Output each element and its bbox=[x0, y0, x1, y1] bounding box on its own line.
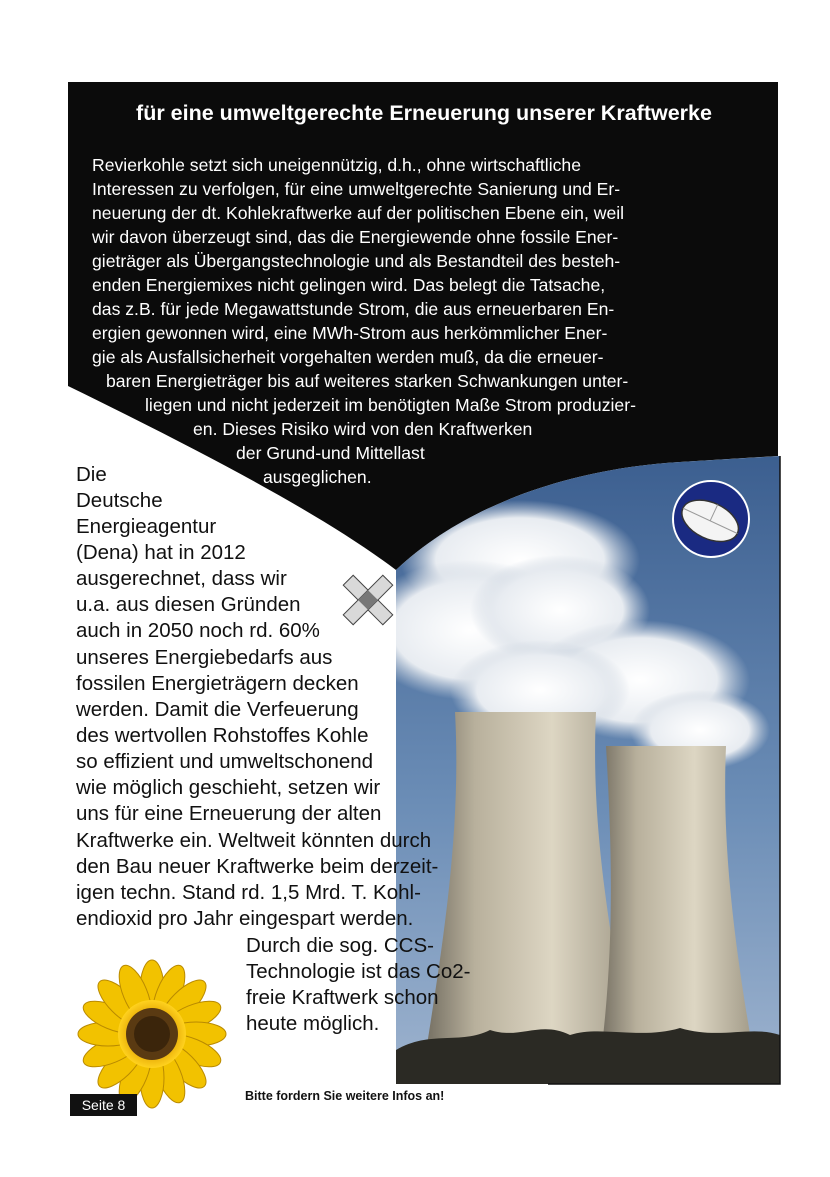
body-line: Deutsche bbox=[76, 489, 163, 512]
body-line: u.a. aus diesen Gründen bbox=[76, 593, 301, 616]
body-line: endioxid pro Jahr eingespart werden. bbox=[76, 907, 414, 930]
footer-note: Bitte fordern Sie weitere Infos an! bbox=[245, 1089, 445, 1103]
intro-line: liegen und nicht jederzeit im benötigten Maße Strom produzier- bbox=[145, 395, 636, 415]
intro-line: der Grund-und Mittellast bbox=[236, 443, 425, 463]
page-number-badge: Seite 8 bbox=[70, 1094, 137, 1116]
body-line: Kraftwerke ein. Weltweit könnten durch bbox=[76, 829, 432, 852]
body-line: auch in 2050 noch rd. 60% bbox=[76, 619, 320, 642]
ccs-line: Technologie ist das Co2- bbox=[246, 960, 471, 983]
intro-line: ausgeglichen. bbox=[263, 467, 372, 487]
body-line: Energieagentur bbox=[76, 515, 217, 538]
body-line: Die bbox=[76, 463, 107, 486]
ccs-line: Durch die sog. CCS- bbox=[246, 934, 434, 957]
intro-line: das z.B. für jede Megawattstunde Strom, die aus erneuerbaren En- bbox=[92, 299, 615, 319]
body-line: fossilen Energieträgern decken bbox=[76, 672, 359, 695]
sunflower-image bbox=[78, 960, 226, 1108]
body-line: den Bau neuer Kraftwerke beim derzeit- bbox=[76, 855, 439, 878]
ccs-line: heute möglich. bbox=[246, 1012, 380, 1035]
ccs-line: freie Kraftwerk schon bbox=[246, 986, 439, 1009]
body-line: des wertvollen Rohstoffes Kohle bbox=[76, 724, 369, 747]
cross-divider-icon bbox=[328, 560, 407, 639]
intro-line: ergien gewonnen wird, eine MWh-Strom aus herkömmlicher Ener- bbox=[92, 323, 608, 343]
body-line: so effizient und umweltschonend bbox=[76, 750, 374, 773]
body-line: wie möglich geschieht, setzen wir bbox=[76, 776, 381, 799]
intro-line: Interessen zu verfolgen, für eine umweltgerechte Sanierung und Er- bbox=[92, 179, 621, 199]
intro-line: neuerung der dt. Kohlekraftwerke auf der politischen Ebene ein, weil bbox=[92, 203, 625, 223]
body-line: uns für eine Erneuerung der alten bbox=[76, 802, 382, 825]
intro-line: Revierkohle setzt sich uneigennützig, d.h., ohne wirtschaftliche bbox=[92, 155, 581, 175]
intro-line: gie als Ausfallsicherheit vorgehalten werden muß, da die erneuer- bbox=[92, 347, 604, 367]
intro-line: baren Energieträger bis auf weiteres starken Schwankungen unter- bbox=[106, 371, 629, 391]
headline: für eine umweltgerechte Erneuerung unserer Kraftwerke bbox=[136, 101, 712, 125]
body-line: werden. Damit die Verfeuerung bbox=[76, 698, 359, 721]
intro-line: enden Energiemixes nicht gelingen wird. Das belegt die Tatsache, bbox=[92, 275, 606, 295]
body-line: (Dena) hat in 2012 bbox=[76, 541, 246, 564]
intro-line: wir davon überzeugt sind, das die Energiewende ohne fossile Ener- bbox=[92, 227, 619, 247]
intro-line: gieträger als Übergangstechnologie und als Bestandteil des besteh- bbox=[92, 251, 621, 271]
intro-line: en. Dieses Risiko wird von den Kraftwerken bbox=[193, 419, 533, 439]
body-line: unseres Energiebedarfs aus bbox=[76, 646, 333, 669]
mouse-icon bbox=[673, 481, 749, 557]
body-line: ausgerechnet, dass wir bbox=[76, 567, 287, 590]
body-line: igen techn. Stand rd. 1,5 Mrd. T. Kohl- bbox=[76, 881, 421, 904]
